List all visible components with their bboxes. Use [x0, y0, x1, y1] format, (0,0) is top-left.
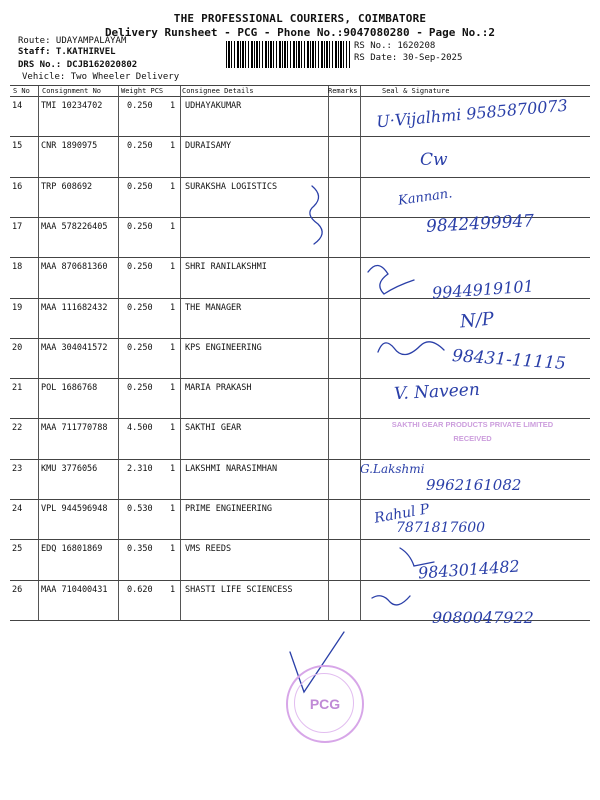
row-pcs: 1 — [170, 383, 176, 393]
page-number: Page No.:2 — [428, 26, 496, 39]
rs-date: RS Date: 30-Sep-2025 — [354, 53, 463, 63]
row-sno: 22 — [12, 423, 23, 433]
company-seal-line1: SAKTHI GEAR PRODUCTS PRIVATE LIMITED — [391, 420, 554, 429]
row-consignee: VMS REEDS — [185, 544, 232, 554]
row-pcs: 1 — [170, 141, 176, 151]
signature-row-15: Cw — [420, 150, 448, 170]
row-weight: 0.250 — [127, 101, 153, 111]
row-weight: 0.620 — [127, 585, 153, 595]
row-consignment-no: VPL 944596948 — [41, 504, 108, 514]
row-consignment-no: EDQ 16801869 — [41, 544, 103, 554]
signature-row-20: 98431-11115 — [451, 346, 567, 374]
row-sno: 25 — [12, 544, 23, 554]
row-pcs: 1 — [170, 222, 176, 232]
col-header-weight-pcs: Weight PCS — [121, 87, 164, 95]
row-consignee: SHASTI LIFE SCIENCESS — [185, 585, 293, 595]
row-sno: 26 — [12, 585, 23, 595]
signature-row-25: 9843014482 — [417, 556, 521, 583]
row-consignment-no: TMI 10234702 — [41, 101, 103, 111]
row-sno: 24 — [12, 504, 23, 514]
signature-row-24: Rahul P — [373, 501, 431, 527]
col-header-sno: S No — [13, 87, 30, 95]
row-consignee: UDHAYAKUMAR — [185, 101, 242, 111]
row-sno: 16 — [12, 182, 23, 192]
company-seal-line2: RECEIVED — [453, 434, 492, 443]
row-weight: 0.250 — [127, 141, 153, 151]
row-sno: 23 — [12, 464, 23, 474]
col-header-consignee: Consignee Details — [182, 87, 254, 95]
row-pcs: 1 — [170, 303, 176, 313]
signature-row-23: G.Lakshmi — [360, 462, 425, 476]
vehicle-label: Vehicle: Two Wheeler Delivery — [22, 72, 180, 82]
row-consignee: MARIA PRAKASH — [185, 383, 252, 393]
signature-row-19: N/P — [459, 308, 495, 333]
row-pcs: 1 — [170, 585, 176, 595]
row-pcs: 1 — [170, 343, 176, 353]
row-weight: 0.350 — [127, 544, 153, 554]
pcg-seal-inner-ring — [294, 673, 354, 733]
row-consignment-no: MAA 711770788 — [41, 423, 108, 433]
row-sno: 17 — [12, 222, 23, 232]
row-weight: 0.250 — [127, 262, 153, 272]
signature-row-26: 9080047922 — [432, 608, 534, 627]
col-header-consignment: Consignment No — [42, 87, 102, 95]
row-sno: 15 — [12, 141, 23, 151]
signature-row-16: Kannan. — [397, 186, 454, 209]
row-weight: 0.250 — [127, 383, 153, 393]
row-consignee: THE MANAGER — [185, 303, 242, 313]
rs-number: RS No.: 1620208 — [354, 41, 436, 51]
route-label: Route: UDAYAMPALAYAM — [18, 36, 127, 46]
row-consignment-no: TRP 608692 — [41, 182, 93, 192]
col-header-seal: Seal & Signature — [382, 87, 450, 95]
row-consignee: SHRI RANILAKSHMI — [185, 262, 267, 272]
row-sno: 14 — [12, 101, 23, 111]
pcg-round-seal — [286, 665, 364, 743]
signature-row-14: U·Vijalhmi 9585870073 — [375, 95, 569, 132]
row-weight: 0.250 — [127, 303, 153, 313]
signature-row-23-phone: 9962161082 — [426, 476, 522, 494]
row-weight: 0.250 — [127, 182, 153, 192]
row-pcs: 1 — [170, 423, 176, 433]
row-consignee: DURAISAMY — [185, 141, 232, 151]
staff-label: Staff: T.KATHIRVEL — [18, 47, 116, 57]
signature-row-24-phone: 7871817600 — [396, 520, 486, 536]
row-weight: 0.250 — [127, 343, 153, 353]
row-sno: 20 — [12, 343, 23, 353]
signature-row-18: 9944919101 — [431, 276, 535, 303]
row-weight: 0.250 — [127, 222, 153, 232]
company-title: THE PROFESSIONAL COURIERS, COIMBATORE — [173, 12, 427, 25]
signature-row-17: 9842499947 — [425, 211, 535, 237]
row-consignment-no: MAA 304041572 — [41, 343, 108, 353]
signature-row-21: V. Naveen — [393, 379, 481, 405]
col-header-remarks: Remarks — [328, 87, 358, 95]
row-pcs: 1 — [170, 182, 176, 192]
row-pcs: 1 — [170, 544, 176, 554]
row-consignee: LAKSHMI NARASIMHAN — [185, 464, 278, 474]
row-consignment-no: MAA 111682432 — [41, 303, 108, 313]
row-consignment-no: MAA 870681360 — [41, 262, 108, 272]
row-pcs: 1 — [170, 504, 176, 514]
row-pcs: 1 — [170, 262, 176, 272]
row-pcs: 1 — [170, 464, 176, 474]
row-consignment-no: KMU 3776056 — [41, 464, 98, 474]
row-consignee: SAKTHI GEAR — [185, 423, 242, 433]
row-sno: 18 — [12, 262, 23, 272]
row-consignee: KPS ENGINEERING — [185, 343, 262, 353]
pcg-seal-text: PCG — [309, 696, 341, 712]
row-consignee: PRIME ENGINEERING — [185, 504, 272, 514]
row-consignment-no: POL 1686768 — [41, 383, 98, 393]
row-sno: 19 — [12, 303, 23, 313]
row-weight: 4.500 — [127, 423, 153, 433]
row-weight: 0.530 — [127, 504, 153, 514]
row-pcs: 1 — [170, 101, 176, 111]
row-consignment-no: CNR 1890975 — [41, 141, 98, 151]
row-consignment-no: MAA 710400431 — [41, 585, 108, 595]
row-consignee: SURAKSHA LOGISTICS — [185, 182, 278, 192]
row-weight: 2.310 — [127, 464, 153, 474]
row-sno: 21 — [12, 383, 23, 393]
runsheet-subtitle-text: Delivery Runsheet - PCG - Phone No.:9047080280 - — [104, 26, 423, 39]
drs-number: DRS No.: DCJB162020802 — [18, 60, 138, 70]
row-consignment-no: MAA 578226405 — [41, 222, 108, 232]
